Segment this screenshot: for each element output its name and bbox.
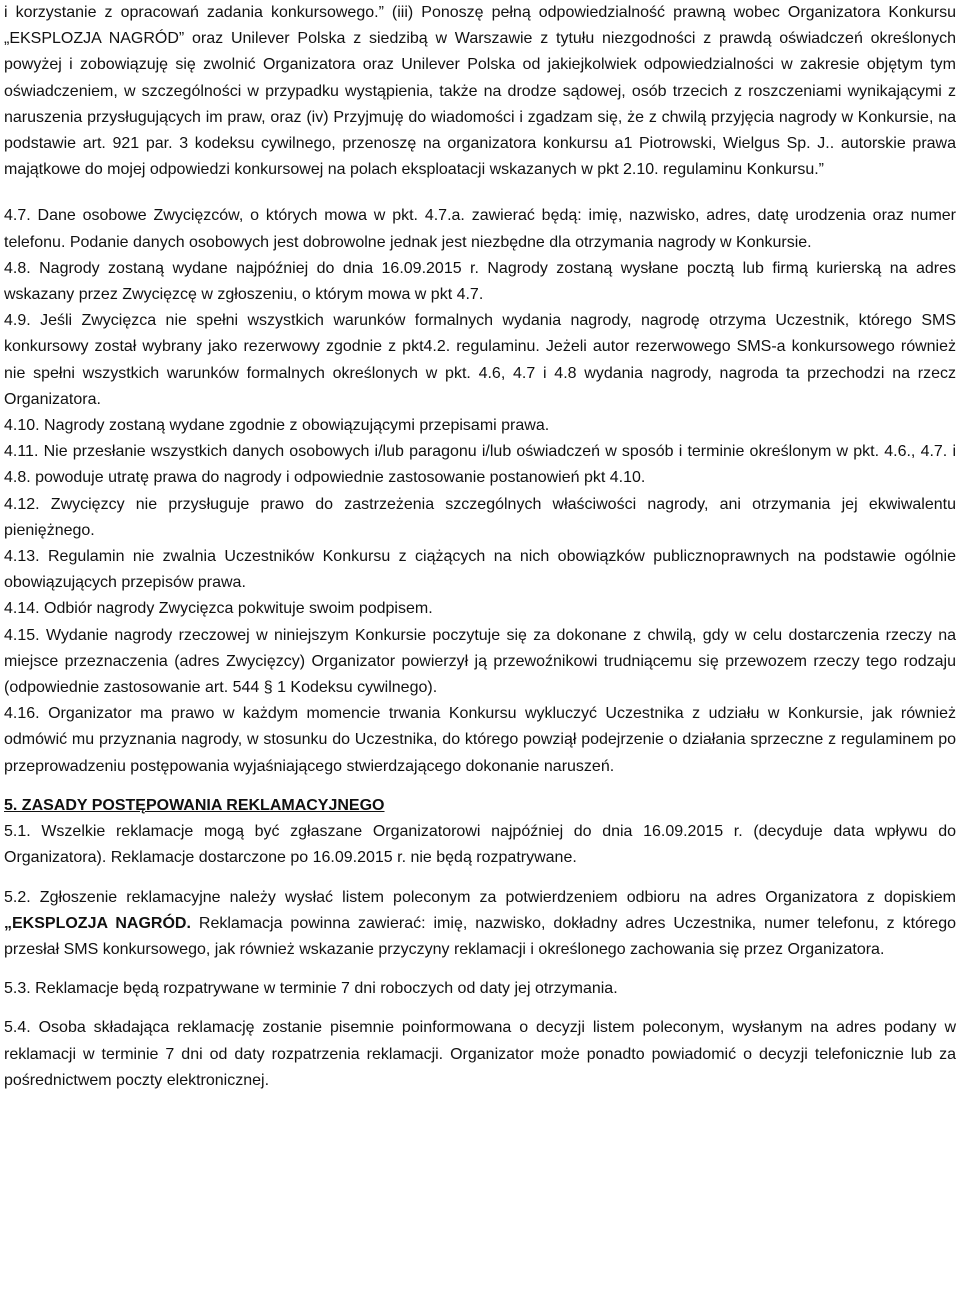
paragraph-4-7: 4.7. Dane osobowe Zwycięzców, o których mowa w pkt. 4.7.a. zawierać będą: imię, nazwisko, adres, datę urodzenia oraz numer telefonu. Podanie danych osobowych jest dobrowolne jednak jest niezbędne dla otrzymania nagrody w Konkursie. bbox=[4, 207, 956, 251]
paragraph-5-3: 5.3. Reklamacje będą rozpatrywane w terminie 7 dni roboczych od daty jej otrzymania. bbox=[4, 980, 618, 998]
paragraph-4-12: 4.12. Zwycięzcy nie przysługuje prawo do zastrzeżenia szczególnych właściwości nagrody, ani otrzymania jej ekwiwalentu pieniężnego. bbox=[4, 495, 956, 539]
paragraph-4-16: 4.16. Organizator ma prawo w każdym momencie trwania Konkursu wykluczyć Uczestnika z udziału w Konkursie, jak również odmówić mu przyznania nagrody, w stosunku do Uczestnika, do którego powziął podejrzenie o działania sprzeczne z regulaminem po przeprowadzeniu postępowania wyjaśniającego stwierdzającego dokonanie naruszeń. bbox=[4, 705, 956, 775]
paragraph-5-2 bbox=[4, 885, 956, 964]
paragraph-5-2-lead: 5.2. Zgłoszenie reklamacyjne należy wysłać listem poleconym za potwierdzeniem odbioru na adres Organizatora z dopiskiem bbox=[4, 888, 956, 906]
paragraph-5-2-rest: Reklamacja powinna zawierać: imię, nazwisko, dokładny adres Uczestnika, numer telefonu, z którego przesłał SMS konkursowego, jak również wskazanie przyczyny reklamacji i określonego zachowania się przez Organizatora. bbox=[4, 914, 957, 958]
paragraph-4-11: 4.11. Nie przesłanie wszystkich danych osobowych i/lub paragonu i/lub oświadczeń w sposób i terminie określonym w pkt. 4.6., 4.7. i 4.8. powoduje utratę prawa do nagrody i odpowiednie zastosowanie postanowień pkt 4.10. bbox=[4, 443, 956, 487]
paragraph-intro: i korzystanie z opracowań zadania konkursowego.” (iii) Ponoszę pełną odpowiedzialność prawną wobec Organizatora Konkursu „EKSPLOZJA NAGRÓD” oraz Unilever Polska z siedzibą w Warszawie z tytułu niezgodności z prawdą oświadczeń określonych powyżej i zobowiązuję się zwolnić Organizatora oraz Unilever Polska od jakiejkolwiek odpowiedzialności w zakresie objętym tym oświadczeniem, w szczególności w przypadku wystąpienia, także na drodze sądowej, osób trzecich z roszczeniami wynikającymi z naruszenia przysługujących im praw, oraz (iv) Przyjmuję do wiadomości i zgadzam się, że z chwilą przyjęcia nagrody w Konkursie, na podstawie art. 921 par. 3 kodeksu cywilnego, przenoszę na organizatora konkursu a1 Piotrowski, Wielgus Sp. J.. autorskie prawa majątkowe do mojej odpowiedzi konkursowej na polach eksploatacji wskazanych w pkt 2.10. regulaminu Konkursu.” bbox=[4, 4, 956, 179]
paragraph-4-14: 4.14. Odbiór nagrody Zwycięzca pokwituje swoim podpisem. bbox=[4, 600, 433, 618]
paragraph-4-8: 4.8. Nagrody zostaną wydane najpóźniej do dnia 16.09.2015 r. Nagrody zostaną wysłane pocztą lub firmą kurierską na adres wskazany przez Zwycięzcę w zgłoszeniu, o którym mowa w pkt 4.7. bbox=[4, 259, 956, 304]
paragraph-4-10: 4.10. Nagrody zostaną wydane zgodnie z obowiązującymi przepisami prawa. bbox=[4, 417, 550, 435]
contest-name-bold: „EKSPLOZJA NAGRÓD. bbox=[4, 914, 191, 932]
paragraph-4-9: 4.9. Jeśli Zwycięzca nie spełni wszystkich warunków formalnych wydania nagrody, nagrodę otrzyma Uczestnik, którego SMS konkursowy został wybrany jako rezerwowy zgodnie z pkt4.2. regulaminu. Jeżeli autor rezerwowego SMS-a konkursowego również nie spełni wszystkich warunków formalnych określonych w pkt. 4.6, 4.7 i 4.8 wydania nagrody, nagroda ta przechodzi na rzecz Organizatora. bbox=[4, 312, 956, 408]
paragraph-4-15: 4.15. Wydanie nagrody rzeczowej w niniejszym Konkursie poczytuje się za dokonane z chwilą, gdy w celu dostarczenia rzeczy na miejsce przeznaczenia (adres Zwycięzcy) Organizator powierzył ją przewoźnikowi trudniącemu się przewozem rzeczy tego rodzaju (odpowiednie zastosowanie art. 544 § 1 Kodeksu cywilnego). bbox=[4, 626, 956, 697]
paragraph-4-13: 4.13. Regulamin nie zwalnia Uczestników Konkursu z ciążących na nich obowiązków publicznoprawnych na podstawie ogólnie obowiązujących przepisów prawa. bbox=[4, 548, 956, 592]
paragraph-5-4: 5.4. Osoba składająca reklamację zostanie pisemnie poinformowana o decyzji listem poleconym, wysłanym na adres podany w reklamacji w terminie 7 dni od daty rozpatrzenia reklamacji. Organizator może ponadto powiadomić o decyzji telefonicznie lub za pośrednictwem poczty elektronicznej. bbox=[4, 1019, 956, 1089]
section-heading-5: 5. ZASADY POSTĘPOWANIA REKLAMACYJNEGO bbox=[4, 796, 385, 814]
paragraph-5-1: 5.1. Wszelkie reklamacje mogą być zgłaszane Organizatorowi najpóźniej do dnia 16.09.2015 r. (decyduje data wpływu do Organizatora). Reklamacje dostarczone po 16.09.2015 r. nie będą rozpatrywane. bbox=[4, 823, 956, 867]
